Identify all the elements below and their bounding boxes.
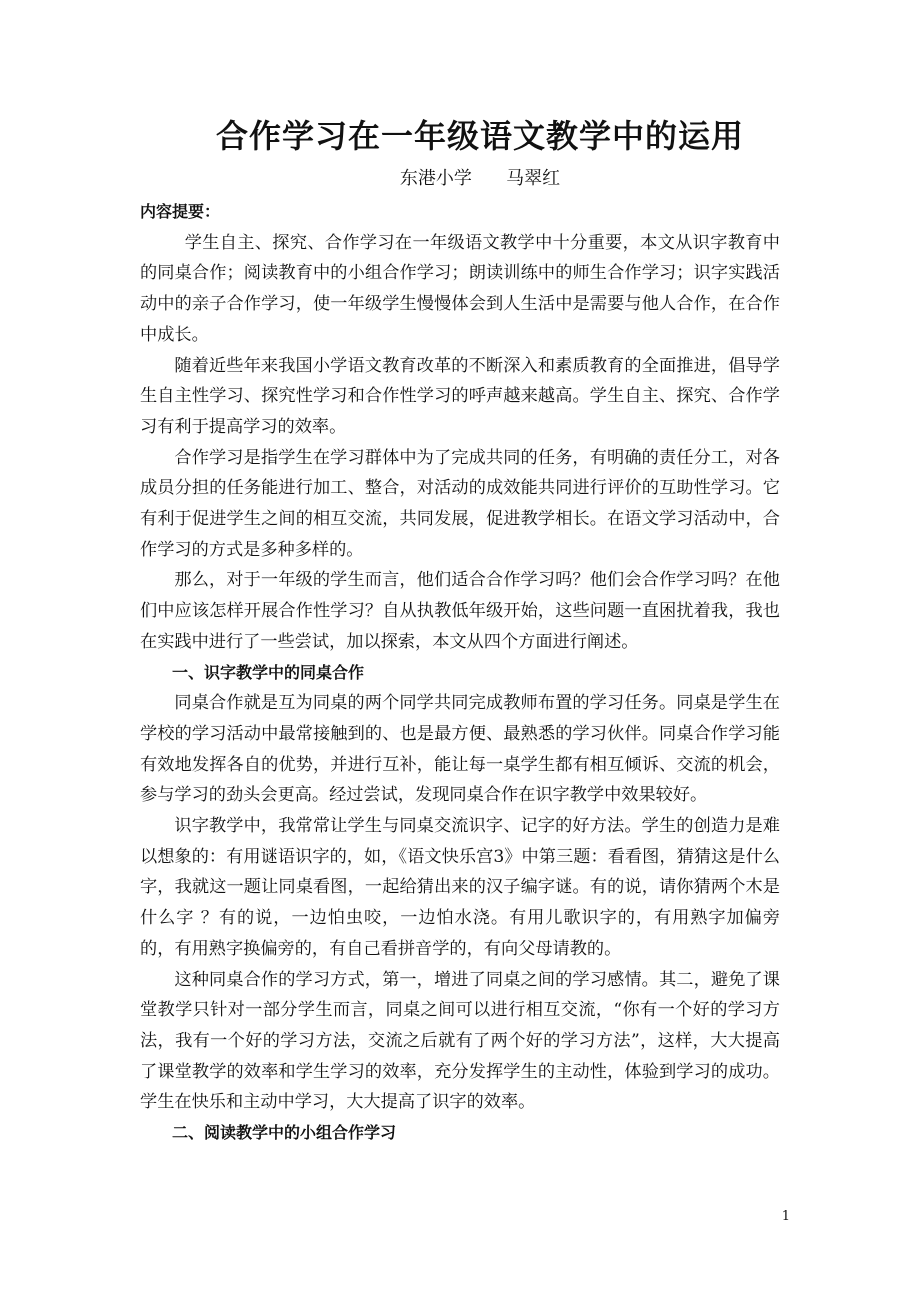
author-byline: 东港小学 马翠红 xyxy=(399,168,561,189)
intro-paragraph-3: 那么，对于一年级的学生而言，他们适合合作学习吗？他们会合作学习吗？在他们中应该怎样开展合作性学习？自从执教低年级开始，这些问题一直困扰着我，我也在实践中进行了一些尝试，加以探索，本文从四个方面进行阐述。 xyxy=(140,570,780,652)
intro-paragraph-1: 随着近些年来我国小学语文教育改革的不断深入和素质教育的全面推进，倡导学生自主性学习、探究性学习和合作性学习的呼声越来越高。学生自主、探究、合作学习有利于提高学习的效率。 xyxy=(140,355,780,437)
section-1-paragraph-1: 同桌合作就是互为同桌的两个同学共同完成教师布置的学习任务。同桌是学生在学校的学习活动中最常接触到的、也是最方便、最熟悉的学习伙伴。同桌合作学习能有效地发挥各自的优势，并进行互补，能让每一桌学生都有相互倾诉、交流的机会，参与学习的劲头会更高。经过尝试，发现同桌合作在识字教学中效果较好。 xyxy=(140,693,780,806)
abstract-paragraph: 学生自主、探究、合作学习在一年级语文教学中十分重要，本文从识字教育中的同桌合作；阅读教育中的小组合作学习；朗读训练中的师生合作学习；识字实践活动中的亲子合作学习，使一年级学生慢慢体会到人生活中是需要与他人合作，在合作中成长。 xyxy=(140,232,780,345)
intro-paragraph-2: 合作学习是指学生在学习群体中为了完成共同的任务，有明确的责任分工，对各成员分担的任务能进行加工、整合，对活动的成效能共同进行评价的互助性学习。它有利于促进学生之间的相互交流，共同发展，促进教学相长。在语文学习活动中，合作学习的方式是多种多样的。 xyxy=(140,447,780,560)
page-number: 1 xyxy=(781,1209,790,1224)
document-body xyxy=(140,197,780,1149)
section-1-paragraph-3: 这种同桌合作的学习方式，第一，增进了同桌之间的学习感情。其二，避免了课堂教学只针对一部分学生而言，同桌之间可以进行相互交流，“你有一个好的学习方法，我有一个好的学习方法，交流之后就有了两个好的学习方法”，这样，大大提高了课堂教学的效率和学生学习的效率，充分发挥学生的主动性，体验到学习的成功。学生在快乐和主动中学习，大大提高了识字的效率。 xyxy=(140,969,780,1113)
document-title: 合作学习在一年级语文教学中的运用 xyxy=(215,117,744,155)
section-1-heading: 一、识字教学中的同桌合作 xyxy=(172,662,365,682)
abstract-heading: 内容提要： xyxy=(140,202,221,221)
section-1-paragraph-2: 识字教学中，我常常让学生与同桌交流识字、记字的好方法。学生的创造力是难以想象的：有用谜语识字的，如，《语文快乐宫3》中第三题：看看图，猜猜这是什么字，我就这一题让同桌看图，一起给猜出来的汉子编字谜。有的说，请你猜两个木是什么字 ？有的说，一边怕虫咬，一边怕水浇。有用儿歌识字的，有用熟字加偏旁的，有用熟字换偏旁的，有自己看拼音学的，有向父母请教的。 xyxy=(140,816,780,959)
section-2-heading: 二、阅读教学中的小组合作学习 xyxy=(172,1123,397,1143)
